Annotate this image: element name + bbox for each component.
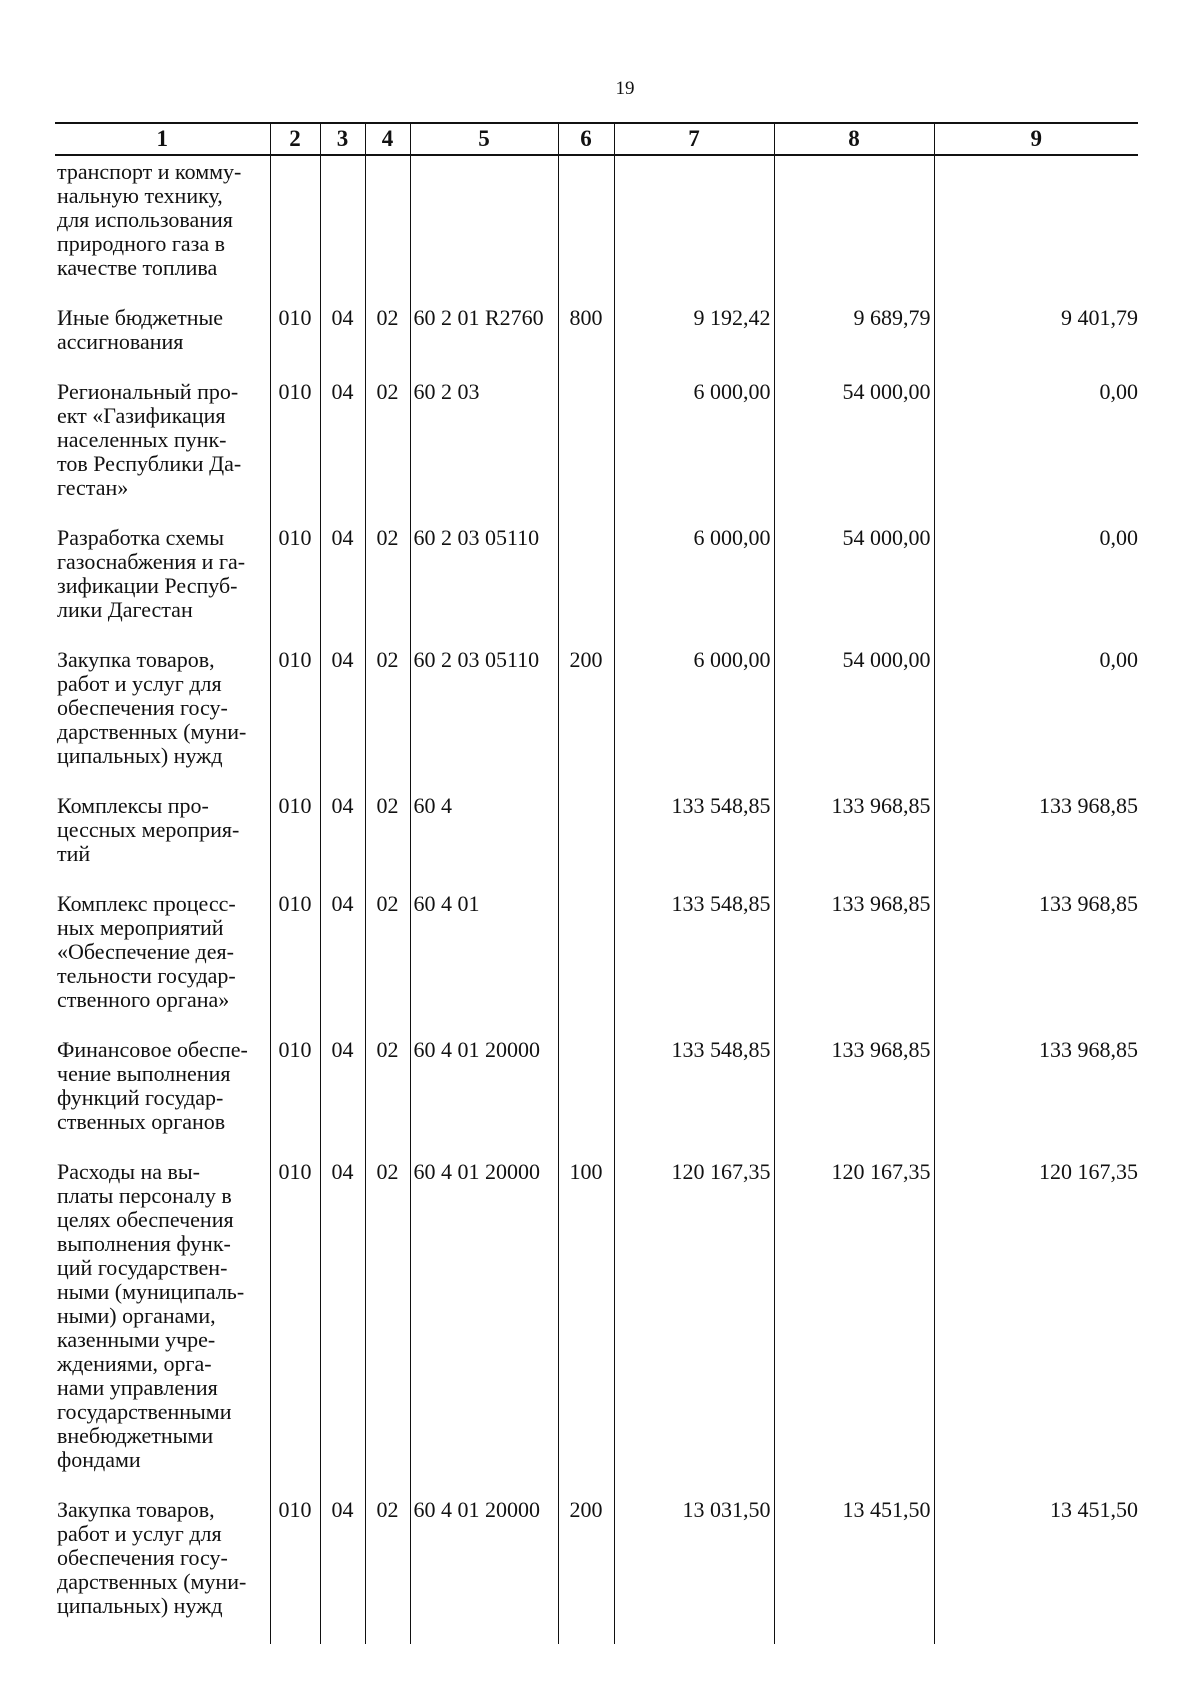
subsection-code: 02	[365, 306, 410, 380]
target-article-code: 60 4	[410, 794, 558, 892]
column-header-row	[55, 123, 1138, 155]
table-row	[55, 1160, 1138, 1498]
ministry-code: 010	[270, 1160, 320, 1498]
section-code: 04	[320, 380, 365, 526]
amount-year-3: 0,00	[934, 380, 1138, 526]
ministry-code	[270, 155, 320, 306]
table-row	[55, 794, 1138, 892]
item-name: Разработка схемы газоснабжения и га- зификации Респуб- лики Дагестан	[55, 526, 270, 648]
ministry-code: 010	[270, 1038, 320, 1160]
amount-year-2: 54 000,00	[774, 526, 934, 648]
section-code: 04	[320, 892, 365, 1038]
table-row	[55, 306, 1138, 380]
target-article-code: 60 4 01 20000	[410, 1160, 558, 1498]
amount-year-3: 0,00	[934, 526, 1138, 648]
amount-year-1: 133 548,85	[614, 892, 774, 1038]
amount-year-3: 133 968,85	[934, 892, 1138, 1038]
amount-year-2: 133 968,85	[774, 1038, 934, 1160]
target-article-code: 60 4 01 20000	[410, 1498, 558, 1644]
expense-type-code: 200	[558, 1498, 614, 1644]
expense-type-code: 800	[558, 306, 614, 380]
subsection-code: 02	[365, 1498, 410, 1644]
amount-year-1: 9 192,42	[614, 306, 774, 380]
amount-year-1: 6 000,00	[614, 526, 774, 648]
amount-year-2: 120 167,35	[774, 1160, 934, 1498]
item-name: Комплекс процесс- ных мероприятий «Обеспечение дея- тельности государ- ственного органа»	[55, 892, 270, 1038]
subsection-code: 02	[365, 526, 410, 648]
ministry-code: 010	[270, 892, 320, 1038]
item-name: Финансовое обеспе- чение выполнения функций государ- ственных органов	[55, 1038, 270, 1160]
table-row	[55, 380, 1138, 526]
amount-year-3: 120 167,35	[934, 1160, 1138, 1498]
table-row	[55, 1038, 1138, 1160]
expense-type-code: 100	[558, 1160, 614, 1498]
item-name: транспорт и комму- нальную технику, для использования природного газа в качестве топлива	[55, 155, 270, 306]
column-header: 2	[270, 123, 320, 155]
item-name: Закупка товаров, работ и услуг для обеспечения госу- дарственных (муни- ципальных) нужд	[55, 648, 270, 794]
subsection-code: 02	[365, 380, 410, 526]
amount-year-3: 13 451,50	[934, 1498, 1138, 1644]
amount-year-3: 9 401,79	[934, 306, 1138, 380]
ministry-code: 010	[270, 306, 320, 380]
subsection-code: 02	[365, 794, 410, 892]
target-article-code: 60 2 03	[410, 380, 558, 526]
table-row	[55, 155, 1138, 306]
amount-year-3: 133 968,85	[934, 794, 1138, 892]
amount-year-1: 13 031,50	[614, 1498, 774, 1644]
ministry-code: 010	[270, 1498, 320, 1644]
item-name: Региональный про- ект «Газификация населенных пунк- тов Республики Да- гестан»	[55, 380, 270, 526]
expense-type-code	[558, 892, 614, 1038]
section-code: 04	[320, 794, 365, 892]
table-row	[55, 648, 1138, 794]
column-header: 8	[774, 123, 934, 155]
amount-year-2	[774, 155, 934, 306]
column-header: 5	[410, 123, 558, 155]
amount-year-2: 54 000,00	[774, 648, 934, 794]
section-code: 04	[320, 1498, 365, 1644]
column-header: 1	[55, 123, 270, 155]
item-name: Иные бюджетные ассигнования	[55, 306, 270, 380]
page-number: 19	[615, 78, 635, 99]
amount-year-1	[614, 155, 774, 306]
amount-year-3	[934, 155, 1138, 306]
target-article-code	[410, 155, 558, 306]
section-code	[320, 155, 365, 306]
amount-year-2: 13 451,50	[774, 1498, 934, 1644]
amount-year-1: 133 548,85	[614, 794, 774, 892]
table-row	[55, 1498, 1138, 1644]
target-article-code: 60 2 01 R2760	[410, 306, 558, 380]
subsection-code: 02	[365, 1038, 410, 1160]
amount-year-3: 0,00	[934, 648, 1138, 794]
amount-year-2: 9 689,79	[774, 306, 934, 380]
subsection-code: 02	[365, 1160, 410, 1498]
target-article-code: 60 4 01 20000	[410, 1038, 558, 1160]
column-header: 9	[934, 123, 1138, 155]
section-code: 04	[320, 306, 365, 380]
ministry-code: 010	[270, 526, 320, 648]
ministry-code: 010	[270, 380, 320, 526]
section-code: 04	[320, 1038, 365, 1160]
amount-year-3: 133 968,85	[934, 1038, 1138, 1160]
expense-type-code	[558, 794, 614, 892]
expense-type-code: 200	[558, 648, 614, 794]
expense-type-code	[558, 1038, 614, 1160]
subsection-code: 02	[365, 892, 410, 1038]
column-header: 3	[320, 123, 365, 155]
amount-year-2: 54 000,00	[774, 380, 934, 526]
amount-year-1: 6 000,00	[614, 648, 774, 794]
item-name: Комплексы про- цессных мероприя- тий	[55, 794, 270, 892]
expense-type-code	[558, 155, 614, 306]
amount-year-1: 6 000,00	[614, 380, 774, 526]
amount-year-2: 133 968,85	[774, 794, 934, 892]
subsection-code: 02	[365, 648, 410, 794]
amount-year-1: 120 167,35	[614, 1160, 774, 1498]
section-code: 04	[320, 1160, 365, 1498]
table-row	[55, 526, 1138, 648]
ministry-code: 010	[270, 648, 320, 794]
subsection-code	[365, 155, 410, 306]
item-name: Закупка товаров, работ и услуг для обеспечения госу- дарственных (муни- ципальных) нужд	[55, 1498, 270, 1644]
expense-type-code	[558, 380, 614, 526]
amount-year-2: 133 968,85	[774, 892, 934, 1038]
ministry-code: 010	[270, 794, 320, 892]
column-header: 4	[365, 123, 410, 155]
column-header: 7	[614, 123, 774, 155]
target-article-code: 60 2 03 05110	[410, 526, 558, 648]
section-code: 04	[320, 526, 365, 648]
budget-table	[55, 122, 1138, 1644]
expense-type-code	[558, 526, 614, 648]
table-row	[55, 892, 1138, 1038]
target-article-code: 60 4 01	[410, 892, 558, 1038]
target-article-code: 60 2 03 05110	[410, 648, 558, 794]
section-code: 04	[320, 648, 365, 794]
item-name: Расходы на вы- платы персоналу в целях обеспечения выполнения функ- ций государствен- ными (муниципаль- ными) органами, казенными учре- ждениями, орга- нами управления государственными внебюджетными фондами	[55, 1160, 270, 1498]
column-header: 6	[558, 123, 614, 155]
amount-year-1: 133 548,85	[614, 1038, 774, 1160]
